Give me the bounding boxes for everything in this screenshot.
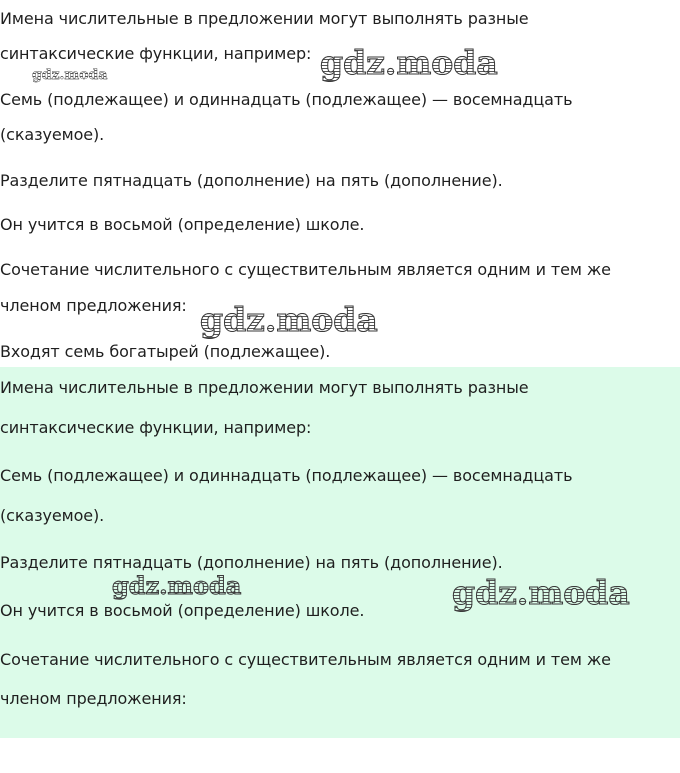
text-line: Сочетание числительного с существительным является одним и тем же [0, 260, 611, 279]
text-line: Разделите пятнадцать (дополнение) на пять (дополнение). [0, 171, 503, 190]
text-line: синтаксические функции, например: [0, 44, 312, 63]
text-line: членом предложения: [0, 296, 187, 315]
text-line: Он учится в восьмой (определение) школе. [0, 215, 365, 234]
watermark-logo: gdz.moda [32, 67, 108, 83]
watermark-logo: gdz.moda [320, 43, 498, 82]
text-line: Входят семь богатырей (подлежащее). [0, 342, 331, 361]
watermark-logo: gdz.moda [200, 300, 378, 339]
watermark-logo: gdz.moda [452, 573, 630, 612]
text-line: Имена числительные в предложении могут выполнять разные [0, 9, 529, 28]
text-line: Семь (подлежащее) и одиннадцать (подлежащее) — восемнадцать [0, 466, 573, 485]
text-line: Семь (подлежащее) и одиннадцать (подлежащее) — восемнадцать [0, 90, 573, 109]
watermark-logo: gdz.moda [112, 571, 242, 600]
text-line: (сказуемое). [0, 506, 105, 525]
text-line: Сочетание числительного с существительным является одним и тем же [0, 650, 611, 669]
text-line: Имена числительные в предложении могут выполнять разные [0, 378, 529, 397]
text-line: Он учится в восьмой (определение) школе. [0, 601, 365, 620]
text-line: (сказуемое). [0, 125, 105, 144]
text-line: членом предложения: [0, 689, 187, 708]
text-line: синтаксические функции, например: [0, 418, 312, 437]
text-line: Разделите пятнадцать (дополнение) на пять (дополнение). [0, 553, 503, 572]
